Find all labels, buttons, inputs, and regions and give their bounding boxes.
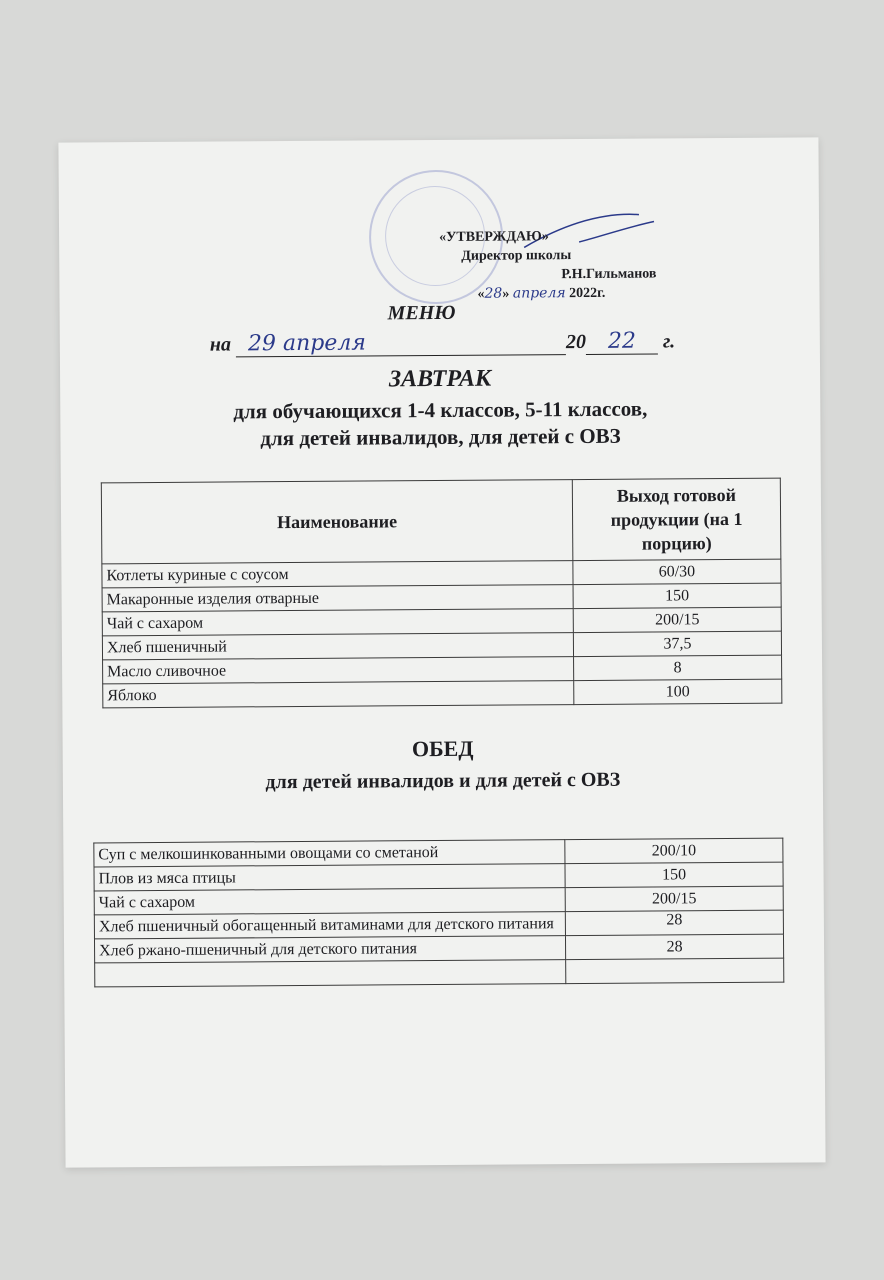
dish-name: Хлеб пшеничный обогащенный витаминами для детского питания xyxy=(94,912,565,939)
lunch-subtitle: для детей инвалидов и для детей с ОВЗ xyxy=(265,768,621,794)
col-name-header: Наименование xyxy=(101,480,573,564)
breakfast-subtitle-2: для детей инвалидов, для детей с ОВЗ xyxy=(260,423,621,451)
dish-name: Яблоко xyxy=(103,681,574,708)
menu-date-handwritten: 29 апреля xyxy=(236,329,566,357)
dish-output: 28 xyxy=(565,910,783,936)
dish-output: 37,5 xyxy=(573,631,781,656)
table-row xyxy=(103,679,782,708)
breakfast-table xyxy=(101,478,783,709)
dish-output: 60/30 xyxy=(573,559,781,584)
approval-year: 2022г. xyxy=(569,285,606,302)
menu-year-handwritten: 22 xyxy=(586,328,658,355)
approval-month: апреля xyxy=(512,285,566,302)
dish-output: 100 xyxy=(574,679,782,704)
lunch-title: ОБЕД xyxy=(411,735,474,762)
dish-output xyxy=(566,958,784,984)
dish-output: 200/15 xyxy=(573,607,781,632)
dish-output: 8 xyxy=(574,655,782,680)
menu-date: на 29 апреля 20 22 г. xyxy=(209,328,676,357)
dish-name: Плов из мяса птицы xyxy=(94,864,565,891)
dish-name: Котлеты куриные с соусом xyxy=(102,561,573,588)
dish-output: 28 xyxy=(565,934,783,960)
breakfast-subtitle-1: для обучающихся 1-4 классов, 5-11 классов, xyxy=(233,396,648,424)
approval-day: 28 xyxy=(484,285,503,302)
approval-name: Р.Н.Гильманов xyxy=(561,266,657,283)
dish-name: Хлеб пшеничный xyxy=(102,633,573,660)
lunch-table xyxy=(93,838,784,988)
approval-position: Директор школы xyxy=(461,248,572,264)
dish-output: 150 xyxy=(565,862,783,888)
breakfast-title: ЗАВТРАК xyxy=(388,365,492,393)
document-page xyxy=(58,137,825,1167)
dish-name: Хлеб ржано-пшеничный для детского питания xyxy=(94,936,565,963)
dish-name: Чай с сахаром xyxy=(102,609,573,636)
dish-name: Чай с сахаром xyxy=(94,888,565,915)
col-output-header: Выход готовой продукции (на 1 порцию) xyxy=(572,478,781,560)
dish-name: Масло сливочное xyxy=(103,657,574,684)
dish-name: Макаронные изделия отварные xyxy=(102,585,573,612)
approval-title: «УТВЕРЖДАЮ» xyxy=(439,229,549,246)
dish-output: 200/10 xyxy=(565,838,783,864)
approval-date: «28» апреля 2022г. xyxy=(477,285,606,302)
dish-name xyxy=(95,960,566,987)
approval-block xyxy=(399,226,700,304)
dish-output: 150 xyxy=(573,583,781,608)
menu-title: МЕНЮ xyxy=(387,301,456,325)
dish-name: Суп с мелкошинкованными овощами со сметаной xyxy=(94,840,565,867)
table-row xyxy=(95,958,784,987)
dish-output: 200/15 xyxy=(565,886,783,912)
